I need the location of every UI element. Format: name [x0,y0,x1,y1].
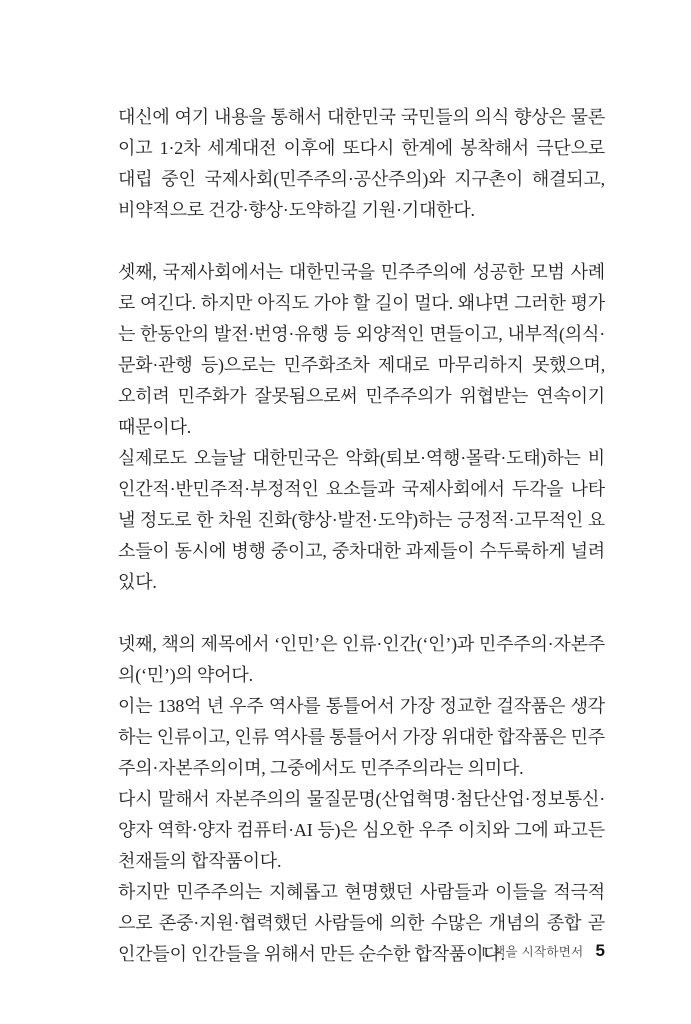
body-paragraph: 셋째, 국제사회에서는 대한민국을 민주주의에 성공한 모범 사례로 여긴다. 하지만 아직도 가야 할 길이 멀다. 왜냐면 그러한 평가는 한동안의 발전·번영·유행 등 외양적인 면들이고, 내부적(의식·문화·관행 등)으로는 민주화조차 제대로 마무리하지 못했으며, 오히려 민주화가 잘못됨으로써 민주주의가 위협받는 연속이기 때문이다. [118,262,605,437]
body-paragraph: 하지만 민주주의는 지혜롭고 현명했던 사람들과 이들을 적극적으로 존중·지원·협력했던 사람들에 의한 수많은 개념의 종합 곧 인간들이 인간들을 위해서 만든 순수한 합작품이다. [118,882,605,964]
footer-section-title: Ⅰ. 책을 시작하면서 [481,945,584,959]
body-paragraph: 실제로도 오늘날 대한민국은 악화(퇴보·역행·몰락·도태)하는 비인간적·반민주적·부정적인 요소들과 국제사회에서 두각을 나타낼 정도로 한 차원 진화(향상·발전·도약)하는 긍정적·고무적인 요소들이 동시에 병행 중이고, 중차대한 과제들이 수두룩하게 널려 있다. [118,448,605,592]
footer-page-number: 5 [595,941,605,960]
body-paragraph: 대신에 여기 내용을 통해서 대한민국 국민들의 의식 향상은 물론이고 1·2차 세계대전 이후에 또다시 한계에 봉착해서 극단으로 대립 중인 국제사회(민주주의·공산주의)와 지구촌이 해결되고, 비약적으로 건강·향상·도약하길 기원·기대한다. [118,107,605,220]
page-body-text [118,102,605,970]
body-paragraph: 이는 138억 년 우주 역사를 통틀어서 가장 정교한 걸작품은 생각하는 인류이고, 인류 역사를 통틀어서 가장 위대한 합작품은 민주주의·자본주의이며, 그중에서도 민주주의라는 의미다. [118,696,605,778]
body-paragraph: 넷째, 책의 제목에서 ‘인민’은 인류·인간(‘인’)과 민주주의·자본주의(‘민’)의 약어다. [118,634,605,685]
paragraph-group-1 [118,102,605,226]
body-paragraph: 다시 말해서 자본주의의 물질문명(산업혁명·첨단산업·정보통신·양자 역학·양자 컴퓨터·AI 등)은 심오한 우주 이치와 그에 파고든 천재들의 합작품이다. [118,789,605,871]
page-footer [482,941,605,961]
paragraph-group-2 [118,257,605,598]
paragraph-group-3 [118,629,605,970]
